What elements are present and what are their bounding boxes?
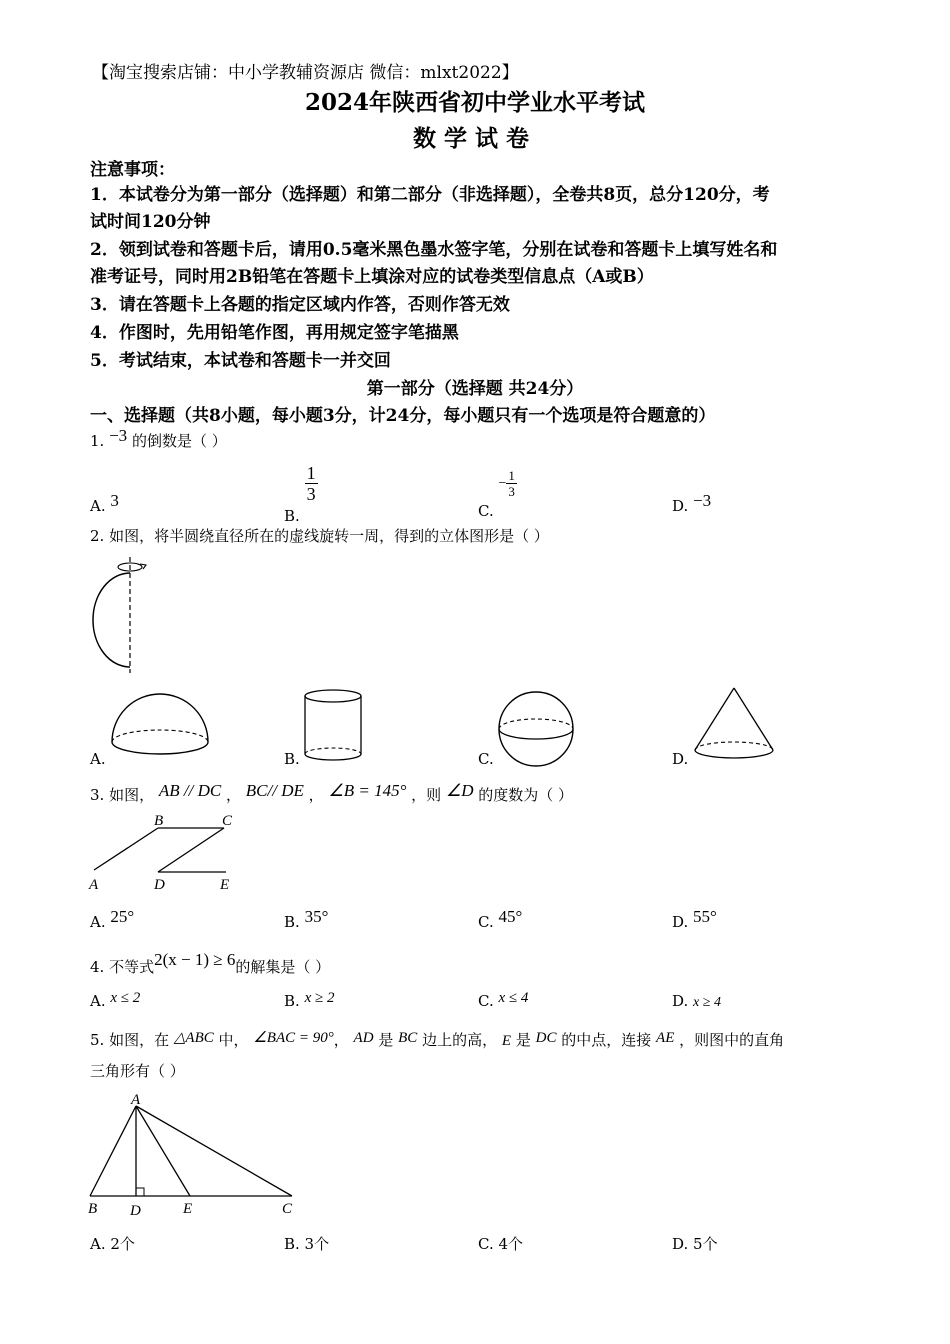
q1-option-d[interactable] xyxy=(672,491,712,516)
q4-inequality: 2(x − 1) ≥ 6 xyxy=(154,950,236,969)
q3-condition-1: AB // DC xyxy=(158,781,222,800)
q3-point-a: A xyxy=(89,877,99,893)
question-4 xyxy=(90,950,331,977)
q1-option-a[interactable] xyxy=(90,491,119,516)
q1-option-b-denominator: 3 xyxy=(306,484,316,504)
q5-option-b[interactable]: B. 3个 xyxy=(284,1235,330,1253)
question-5-line-2: 三角形有（ ） xyxy=(90,1062,185,1080)
q1-option-b-label: B. xyxy=(284,506,300,525)
q2-semicircle-arc xyxy=(93,573,130,667)
q2-semicircle-figure xyxy=(85,555,155,680)
q5-option-d[interactable]: D. 5个 xyxy=(672,1235,718,1253)
q2-option-c-label[interactable]: C. xyxy=(478,750,494,768)
q3-option-a-label: A. xyxy=(90,913,106,931)
q4-option-d-label: D. xyxy=(672,992,689,1010)
q1-option-b-fraction xyxy=(305,463,318,504)
q1-option-d-label: D. xyxy=(672,497,689,515)
notes-heading: 注意事项： xyxy=(90,160,175,180)
question-3: 3. 如图， AB // DC ， BC// DE ， ∠B = 145° ，则 ∠D 的度数为（ ） xyxy=(90,781,574,804)
question-1 xyxy=(90,426,227,451)
q3-option-c[interactable] xyxy=(478,907,523,932)
q5-segment-bc: BC xyxy=(398,1030,418,1046)
q5-right-angle-mark xyxy=(136,1188,144,1196)
q1-option-c[interactable] xyxy=(478,468,517,520)
q3-parallel-lines-figure xyxy=(86,810,246,896)
shop-header: 【淘宝搜索店铺：中小学教辅资源店 微信：mlxt2022】 xyxy=(92,63,519,83)
note-3: 3．请在答题卡上各题的指定区域内作答，否则作答无效 xyxy=(90,295,510,315)
q3-condition-3: ∠B = 145° xyxy=(328,781,407,800)
q2-hemisphere-figure xyxy=(108,690,212,762)
q3-segment-cd xyxy=(158,828,224,872)
q5-text-6: 的中点，连接 xyxy=(561,1031,652,1049)
q5-triangle: △ABC xyxy=(173,1030,214,1046)
q5-segment-dc: DC xyxy=(535,1030,557,1046)
q5-prefix: 5. 如图，在 xyxy=(90,1031,170,1049)
q5-triangle-figure xyxy=(84,1088,304,1220)
q3-option-d-value: 55° xyxy=(693,907,717,926)
q3-option-a[interactable] xyxy=(90,907,135,932)
q1-option-c-sign: − xyxy=(498,475,507,491)
q3-point-d: D xyxy=(154,877,165,893)
q4-option-b-value: x ≥ 2 xyxy=(304,990,335,1006)
question-5 xyxy=(90,1029,784,1050)
q1-number: 1. xyxy=(90,432,105,450)
q4-prefix: 4. 不等式 xyxy=(90,958,155,976)
q5-text-5: 是 xyxy=(515,1031,531,1049)
q5-option-a[interactable]: A. 2个 xyxy=(90,1235,135,1253)
part1-heading: 第一部分（选择题 共24分） xyxy=(366,379,584,399)
q3-prefix: 3. 如图， xyxy=(90,786,155,804)
exam-title: 2024年陕西省初中学业水平考试 xyxy=(304,89,645,116)
q1-option-d-value: −3 xyxy=(693,491,712,510)
q5-angle: ∠BAC = 90° xyxy=(253,1030,334,1046)
q5-segment-ad: AD xyxy=(353,1030,374,1046)
q4-option-a[interactable] xyxy=(90,992,140,1011)
q1-text: 的倒数是（ ） xyxy=(131,432,227,450)
q1-option-b[interactable] xyxy=(284,463,318,525)
q5-segment-ae-line xyxy=(136,1106,190,1196)
q1-option-c-numerator: 1 xyxy=(508,468,515,483)
q4-option-a-label: A. xyxy=(90,992,106,1010)
q2-sphere-figure xyxy=(495,688,577,770)
q1-option-c-fraction xyxy=(506,468,517,499)
q5-text-2: ， xyxy=(333,1031,349,1049)
q3-option-a-value: 25° xyxy=(110,907,135,926)
q4-option-c-value: x ≤ 4 xyxy=(498,990,529,1006)
q3-segment-ab xyxy=(94,828,158,870)
q1-option-c-label: C. xyxy=(478,501,494,520)
q3-option-d-label: D. xyxy=(672,913,689,931)
q5-text-3: 是 xyxy=(378,1031,394,1049)
q4-option-c-label: C. xyxy=(478,992,494,1010)
q5-option-c[interactable]: C. 4个 xyxy=(478,1235,524,1253)
q4-option-d-value: x ≥ 4 xyxy=(693,995,721,1010)
q3-condition-2: BC// DE xyxy=(245,781,304,800)
q4-option-b[interactable] xyxy=(284,992,334,1011)
note-2a: 2．领到试卷和答题卡后，请用0.5毫米黑色墨水签字笔，分别在试卷和答题卡上填写姓名和 xyxy=(90,240,778,260)
q5-text-4: 边上的高， xyxy=(422,1031,498,1049)
q3-option-c-label: C. xyxy=(478,913,494,931)
q2-option-a-label[interactable]: A. xyxy=(90,750,106,768)
q4-option-c[interactable] xyxy=(478,992,528,1011)
q3-point-e: E xyxy=(220,877,230,893)
q3-option-b[interactable] xyxy=(284,907,329,932)
q5-text-1: 中， xyxy=(218,1031,249,1049)
q3-suffix: 的度数为（ ） xyxy=(478,786,574,804)
question-2: 2. 如图，将半圆绕直径所在的虚线旋转一周，得到的立体图形是（ ） xyxy=(90,527,549,545)
q5-segment-ae: AE xyxy=(656,1030,675,1046)
q3-target-angle: ∠D xyxy=(445,781,474,800)
q4-option-d[interactable] xyxy=(672,992,721,1011)
q4-option-b-label: B. xyxy=(284,992,300,1010)
q5-point-d: D xyxy=(130,1203,141,1219)
q3-option-b-value: 35° xyxy=(304,907,329,926)
q3-option-c-value: 45° xyxy=(498,907,523,926)
q5-point-e-text: E xyxy=(501,1033,512,1049)
note-1a: 1．本试卷分为第一部分（选择题）和第二部分（非选择题），全卷共8页，总分120分，考 xyxy=(90,185,770,205)
note-5: 5．考试结束，本试卷和答题卡一并交回 xyxy=(90,351,391,371)
q2-option-b-label[interactable]: B. xyxy=(284,750,300,768)
section1-heading: 一、选择题（共8小题，每小题3分，计24分，每小题只有一个选项是符合题意的） xyxy=(90,406,716,426)
q1-option-a-label: A. xyxy=(90,497,106,515)
q1-option-b-numerator: 1 xyxy=(306,463,316,483)
q5-point-a: A xyxy=(131,1092,141,1108)
q5-segment-ab xyxy=(90,1106,136,1196)
q5-point-e: E xyxy=(183,1201,193,1217)
q5-segment-ac xyxy=(136,1106,292,1196)
q1-expression: −3 xyxy=(109,426,128,445)
note-2b: 准考证号，同时用2B铅笔在答题卡上填涂对应的试卷类型信息点（A或B） xyxy=(90,267,654,287)
q4-suffix: 的解集是（ ） xyxy=(235,958,331,976)
q3-mid: ，则 xyxy=(411,786,442,804)
q5-point-c: C xyxy=(282,1201,293,1217)
q1-option-a-value: 3 xyxy=(110,491,119,510)
note-4: 4．作图时，先用铅笔作图，再用规定签字笔描黑 xyxy=(90,323,459,343)
q4-option-a-value: x ≤ 2 xyxy=(110,990,141,1006)
q5-text-7: ，则图中的直角 xyxy=(679,1031,785,1049)
note-1b: 试时间120分钟 xyxy=(90,212,211,232)
exam-subtitle: 数学试卷 xyxy=(413,125,537,152)
q2-option-d-label[interactable]: D. xyxy=(672,750,689,768)
q2-cylinder-figure xyxy=(300,688,366,768)
q3-point-c: C xyxy=(222,813,233,829)
q3-point-b: B xyxy=(154,813,164,829)
q2-cone-figure xyxy=(690,684,778,766)
q3-option-d[interactable] xyxy=(672,907,717,932)
q1-option-c-denominator: 3 xyxy=(508,484,515,499)
q3-option-b-label: B. xyxy=(284,913,300,931)
q5-point-b: B xyxy=(88,1201,98,1217)
